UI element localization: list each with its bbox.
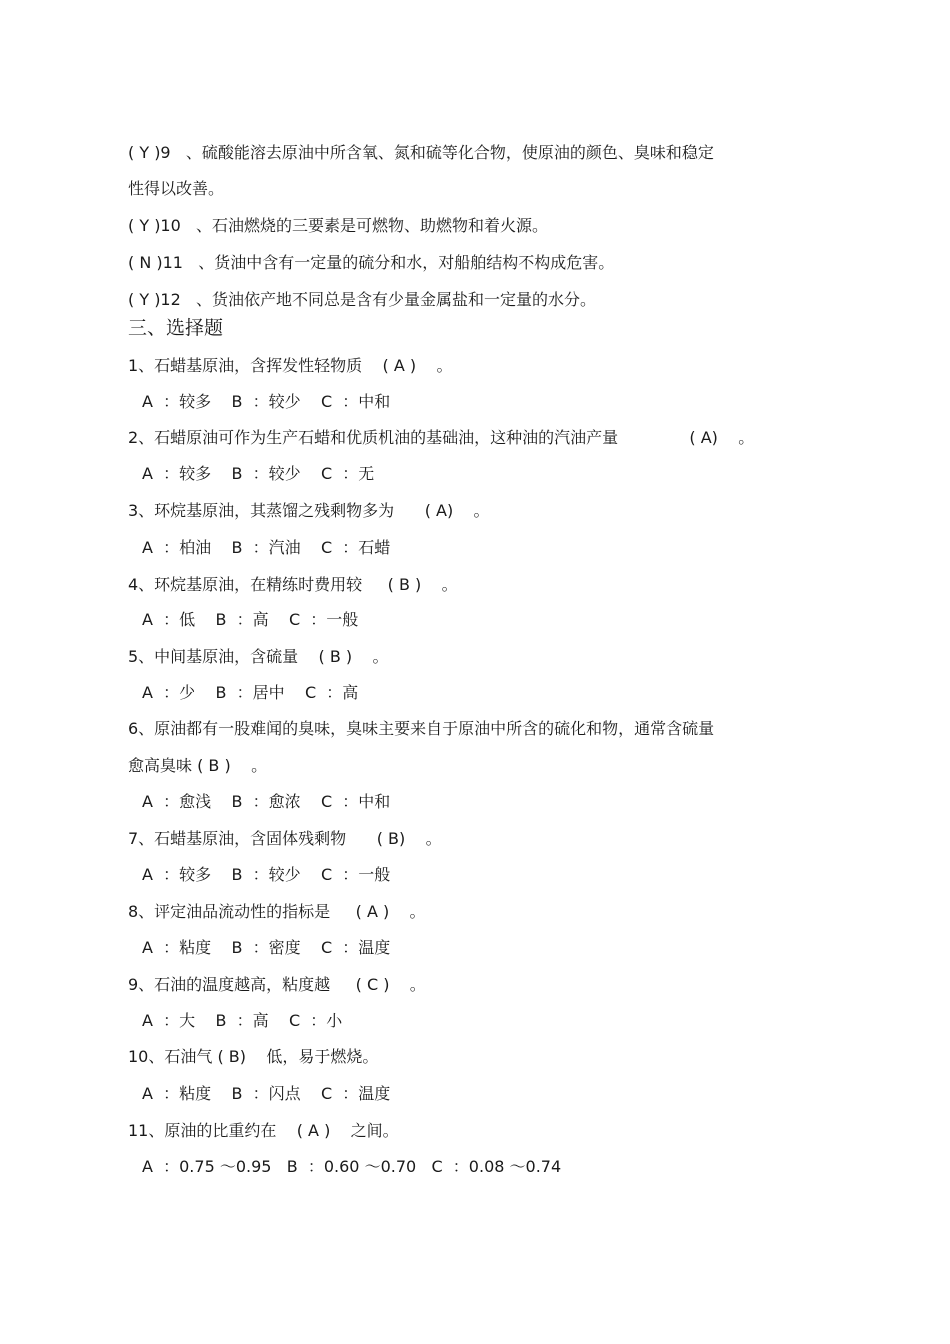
section-heading: 三、选择题 [128,317,224,339]
judgement-10: ( Y )10 、石油燃烧的三要素是可燃物、助燃物和着火源。 [128,216,549,235]
question-3: 3、环烷基原油，其蒸馏之残剩物多为 ( A) 。 [128,501,490,520]
question-2-options: A ：较多 B ：较少 C ：无 [142,464,375,483]
question-6-options: A ：愈浅 B ：愈浓 C ：中和 [142,792,391,811]
question-11-options: A ：0.75 ～0.95 B ：0.60 ～0.70 C ：0.08 ～0.74 [142,1157,562,1176]
judgement-12: ( Y )12 、货油依产地不同总是含有少量金属盐和一定量的水分。 [128,290,597,309]
judgement-9-line-2: 性得以改善。 [128,179,225,198]
question-8-options: A ：粘度 B ：密度 C ：温度 [142,938,391,957]
question-7-options: A ：较多 B ：较少 C ：一般 [142,865,391,884]
question-4-options: A ：低 B ：高 C ：一般 [142,610,359,629]
question-8: 8、评定油品流动性的指标是 ( A ) 。 [128,902,426,921]
question-9-options: A ：大 B ：高 C ：小 [142,1011,343,1030]
question-3-options: A ：柏油 B ：汽油 C ：石蜡 [142,538,391,557]
question-6: 6、原油都有一股难闻的臭味，臭味主要来自于原油中所含的硫化和物，通常含硫量 [128,719,715,738]
question-10-options: A ：粘度 B ：闪点 C ：温度 [142,1084,391,1103]
question-10: 10、石油气 ( B) 低，易于燃烧。 [128,1047,379,1066]
judgement-9-line-1: ( Y )9 、硫酸能溶去原油中所含氧、氮和硫等化合物，使原油的颜色、臭味和稳定 [128,143,714,162]
question-11: 11、原油的比重约在 ( A ) 之间。 [128,1121,399,1140]
question-7: 7、石蜡基原油，含固体残剩物 ( B) 。 [128,829,442,848]
question-1: 1、石蜡基原油，含挥发性轻物质 ( A ) 。 [128,356,453,375]
question-5-options: A ：少 B ：居中 C ：高 [142,683,359,702]
question-4: 4、环烷基原油，在精练时费用较 ( B ) 。 [128,575,458,594]
question-9: 9、石油的温度越高，粘度越 ( C ) 。 [128,975,426,994]
question-6-line-2: 愈高臭味 ( B ) 。 [128,756,268,775]
judgement-11: ( N )11 、货油中含有一定量的硫分和水，对船舶结构不构成危害。 [128,253,615,272]
question-5: 5、中间基原油，含硫量 ( B ) 。 [128,647,389,666]
question-2: 2、石蜡原油可作为生产石蜡和优质机油的基础油，这种油的汽油产量 ( A) 。 [128,428,755,447]
question-1-options: A ：较多 B ：较少 C ：中和 [142,392,391,411]
